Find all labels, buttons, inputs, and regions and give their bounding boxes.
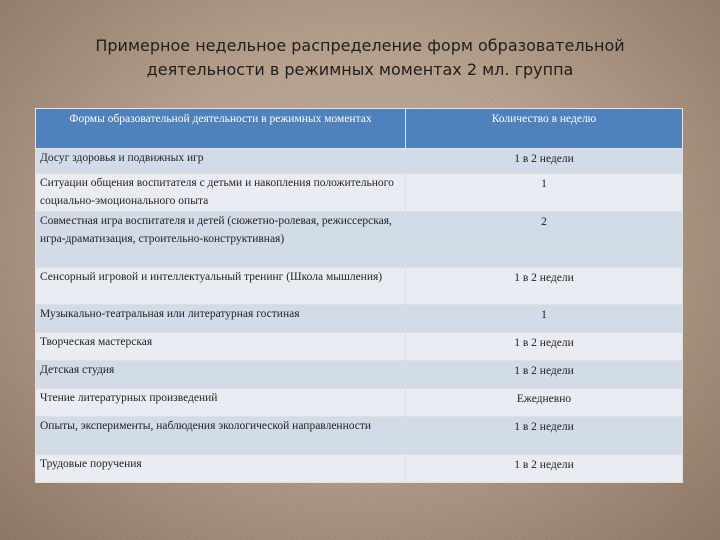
table-row <box>36 174 683 212</box>
page-title: Примерное недельное распределение форм образовательной деятельности в режимных моментах 2 мл. группа <box>95 36 625 79</box>
form-cell: Опыты, эксперименты, наблюдения экологической направленности <box>36 417 406 455</box>
form-cell: Совместная игра воспитателя и детей (сюжетно-ролевая, режиссерская, игра-драматизация, строительно-конструктивная) <box>36 212 406 268</box>
table-row <box>36 417 683 455</box>
form-cell: Чтение литературных произведений <box>36 389 406 417</box>
form-cell: Трудовые поручения <box>36 455 406 483</box>
distribution-table <box>35 108 683 483</box>
column-header-form: Формы образовательной деятельности в режимных моментах <box>36 109 406 149</box>
form-cell: Музыкально-театральная или литературная гостиная <box>36 305 406 333</box>
table-row <box>36 389 683 417</box>
table-header-row <box>36 109 683 149</box>
table-row <box>36 149 683 174</box>
form-cell: Досуг здоровья и подвижных игр <box>36 149 406 174</box>
column-header-quantity: Количество в неделю <box>406 109 683 149</box>
quantity-cell: 1 в 2 недели <box>406 417 683 455</box>
quantity-cell: 1 в 2 недели <box>406 268 683 305</box>
table-row <box>36 268 683 305</box>
form-cell: Ситуации общения воспитателя с детьми и накопления положительного социально-эмоционального опыта <box>36 174 406 212</box>
form-cell: Детская студия <box>36 361 406 389</box>
table-row <box>36 333 683 361</box>
quantity-cell: 1 <box>406 174 683 212</box>
form-cell: Творческая мастерская <box>36 333 406 361</box>
quantity-cell: 1 в 2 недели <box>406 333 683 361</box>
table-row <box>36 305 683 333</box>
quantity-cell: 1 в 2 недели <box>406 455 683 483</box>
quantity-cell: Ежедневно <box>406 389 683 417</box>
quantity-cell: 1 <box>406 305 683 333</box>
quantity-cell: 1 в 2 недели <box>406 361 683 389</box>
form-cell: Сенсорный игровой и интеллектуальный тренинг (Школа мышления) <box>36 268 406 305</box>
table-row <box>36 212 683 268</box>
quantity-cell: 1 в 2 недели <box>406 149 683 174</box>
table-row <box>36 361 683 389</box>
quantity-cell: 2 <box>406 212 683 268</box>
table-row <box>36 455 683 483</box>
